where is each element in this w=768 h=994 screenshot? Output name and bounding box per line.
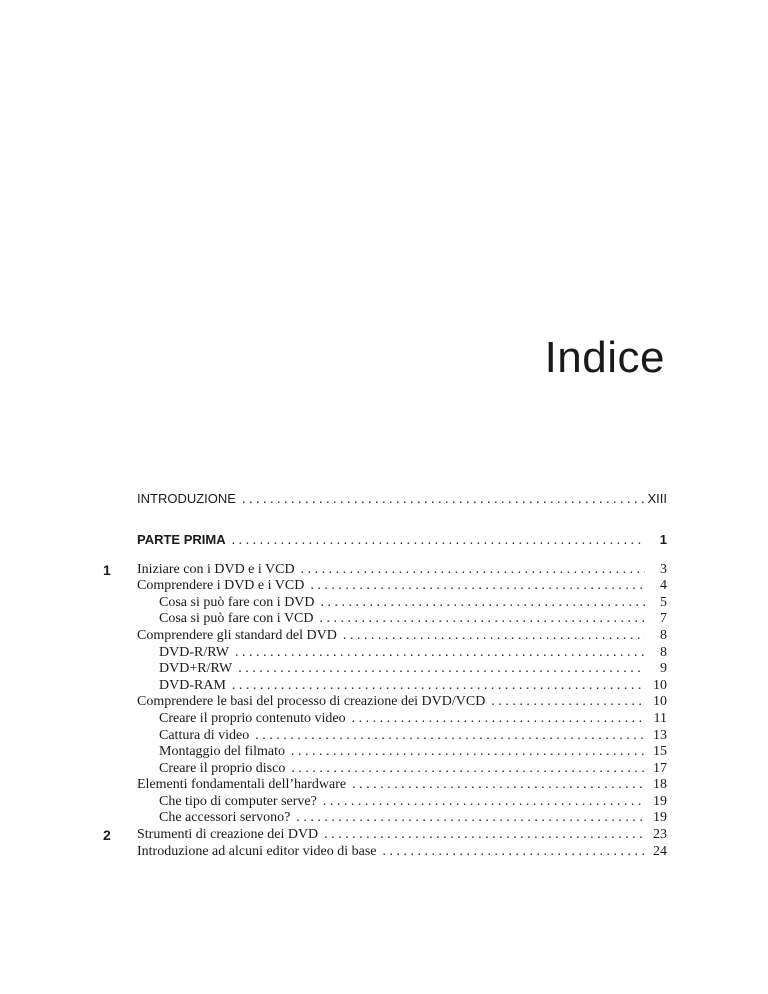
toc-entry[interactable]: [0, 660, 768, 678]
dot-leader: [242, 491, 645, 508]
toc-page-number: 7: [660, 611, 667, 626]
dot-leader: [232, 532, 645, 549]
toc-page-number: 9: [660, 661, 667, 676]
toc-entry[interactable]: [0, 610, 768, 628]
dot-leader: [352, 776, 645, 794]
toc-entry-title: Iniziare con i DVD e i VCD: [137, 561, 301, 579]
toc-entry[interactable]: [0, 743, 768, 761]
toc-entry-title: Introduzione ad alcuni editor video di base: [137, 843, 382, 861]
toc-entry-title: Creare il proprio contenuto video: [159, 710, 352, 728]
toc-entry-title: Cosa si può fare con i VCD: [159, 610, 320, 628]
toc-page-number: 11: [653, 711, 667, 726]
dot-leader: [310, 577, 645, 595]
toc-entry-title: INTRODUZIONE: [137, 490, 242, 508]
chapter-number: 1: [103, 562, 111, 578]
toc-page-number: 5: [660, 595, 667, 610]
toc-entry[interactable]: [0, 776, 768, 794]
toc-page-number: 15: [653, 744, 667, 759]
toc-entry[interactable]: [0, 826, 768, 844]
toc-entry-title: Creare il proprio disco: [159, 760, 291, 778]
toc-page-number: 8: [660, 628, 667, 643]
dot-leader: [352, 710, 645, 728]
toc-entry-title: Comprendere gli standard del DVD: [137, 627, 343, 645]
toc-entry[interactable]: [0, 710, 768, 728]
toc-entry-title: Montaggio del filmato: [159, 743, 291, 761]
toc-entry-title: DVD-RAM: [159, 677, 232, 695]
toc-entry-title: Strumenti di creazione dei DVD: [137, 826, 324, 844]
toc-entry-title: DVD+R/RW: [159, 660, 238, 678]
toc-entry-title: PARTE PRIMA: [137, 531, 232, 549]
toc-entry-parte-prima[interactable]: [0, 531, 768, 549]
dot-leader: [324, 826, 645, 844]
toc-page-number: 18: [653, 777, 667, 792]
toc-entry-introduzione[interactable]: [0, 490, 768, 508]
toc-page-number: 3: [660, 562, 667, 577]
toc-entry-title: Comprendere i DVD e i VCD: [137, 577, 310, 595]
toc-entry-title: Che tipo di computer serve?: [159, 793, 323, 811]
toc-page-number: 23: [653, 827, 667, 842]
page-title: Indice: [544, 333, 665, 382]
toc-entry[interactable]: [0, 809, 768, 827]
toc-page-number: XIII: [647, 491, 667, 506]
toc-page-number: 24: [653, 844, 667, 859]
toc-entry-title: Che accessori servono?: [159, 809, 296, 827]
toc-page-number: 19: [653, 810, 667, 825]
chapter-number: 2: [103, 827, 111, 843]
toc-entry[interactable]: [0, 627, 768, 645]
toc-page-number: 8: [660, 645, 667, 660]
toc-entry[interactable]: [0, 577, 768, 595]
dot-leader: [343, 627, 645, 645]
dot-leader: [238, 660, 645, 678]
toc-entry-title: Elementi fondamentali dell’hardware: [137, 776, 352, 794]
toc-page-number: 17: [653, 761, 667, 776]
dot-leader: [320, 610, 646, 628]
toc-entry-title: Comprendere le basi del processo di creazione dei DVD/VCD: [137, 693, 491, 711]
toc-page-number: 1: [659, 532, 667, 547]
dot-leader: [296, 809, 645, 827]
toc-page-number: 10: [653, 694, 667, 709]
toc-page-number: 19: [653, 794, 667, 809]
toc-page-number: 4: [660, 578, 667, 593]
toc-entry-title: Cattura di video: [159, 727, 255, 745]
toc-entry-title: DVD-R/RW: [159, 644, 235, 662]
dot-leader: [491, 693, 645, 711]
toc-page-number: 13: [653, 728, 667, 743]
dot-leader: [291, 743, 645, 761]
toc-page-number: 10: [653, 678, 667, 693]
dot-leader: [382, 843, 645, 861]
toc-entry[interactable]: [0, 843, 768, 861]
toc-entry[interactable]: [0, 693, 768, 711]
toc-entry-title: Cosa si può fare con i DVD: [159, 594, 321, 612]
